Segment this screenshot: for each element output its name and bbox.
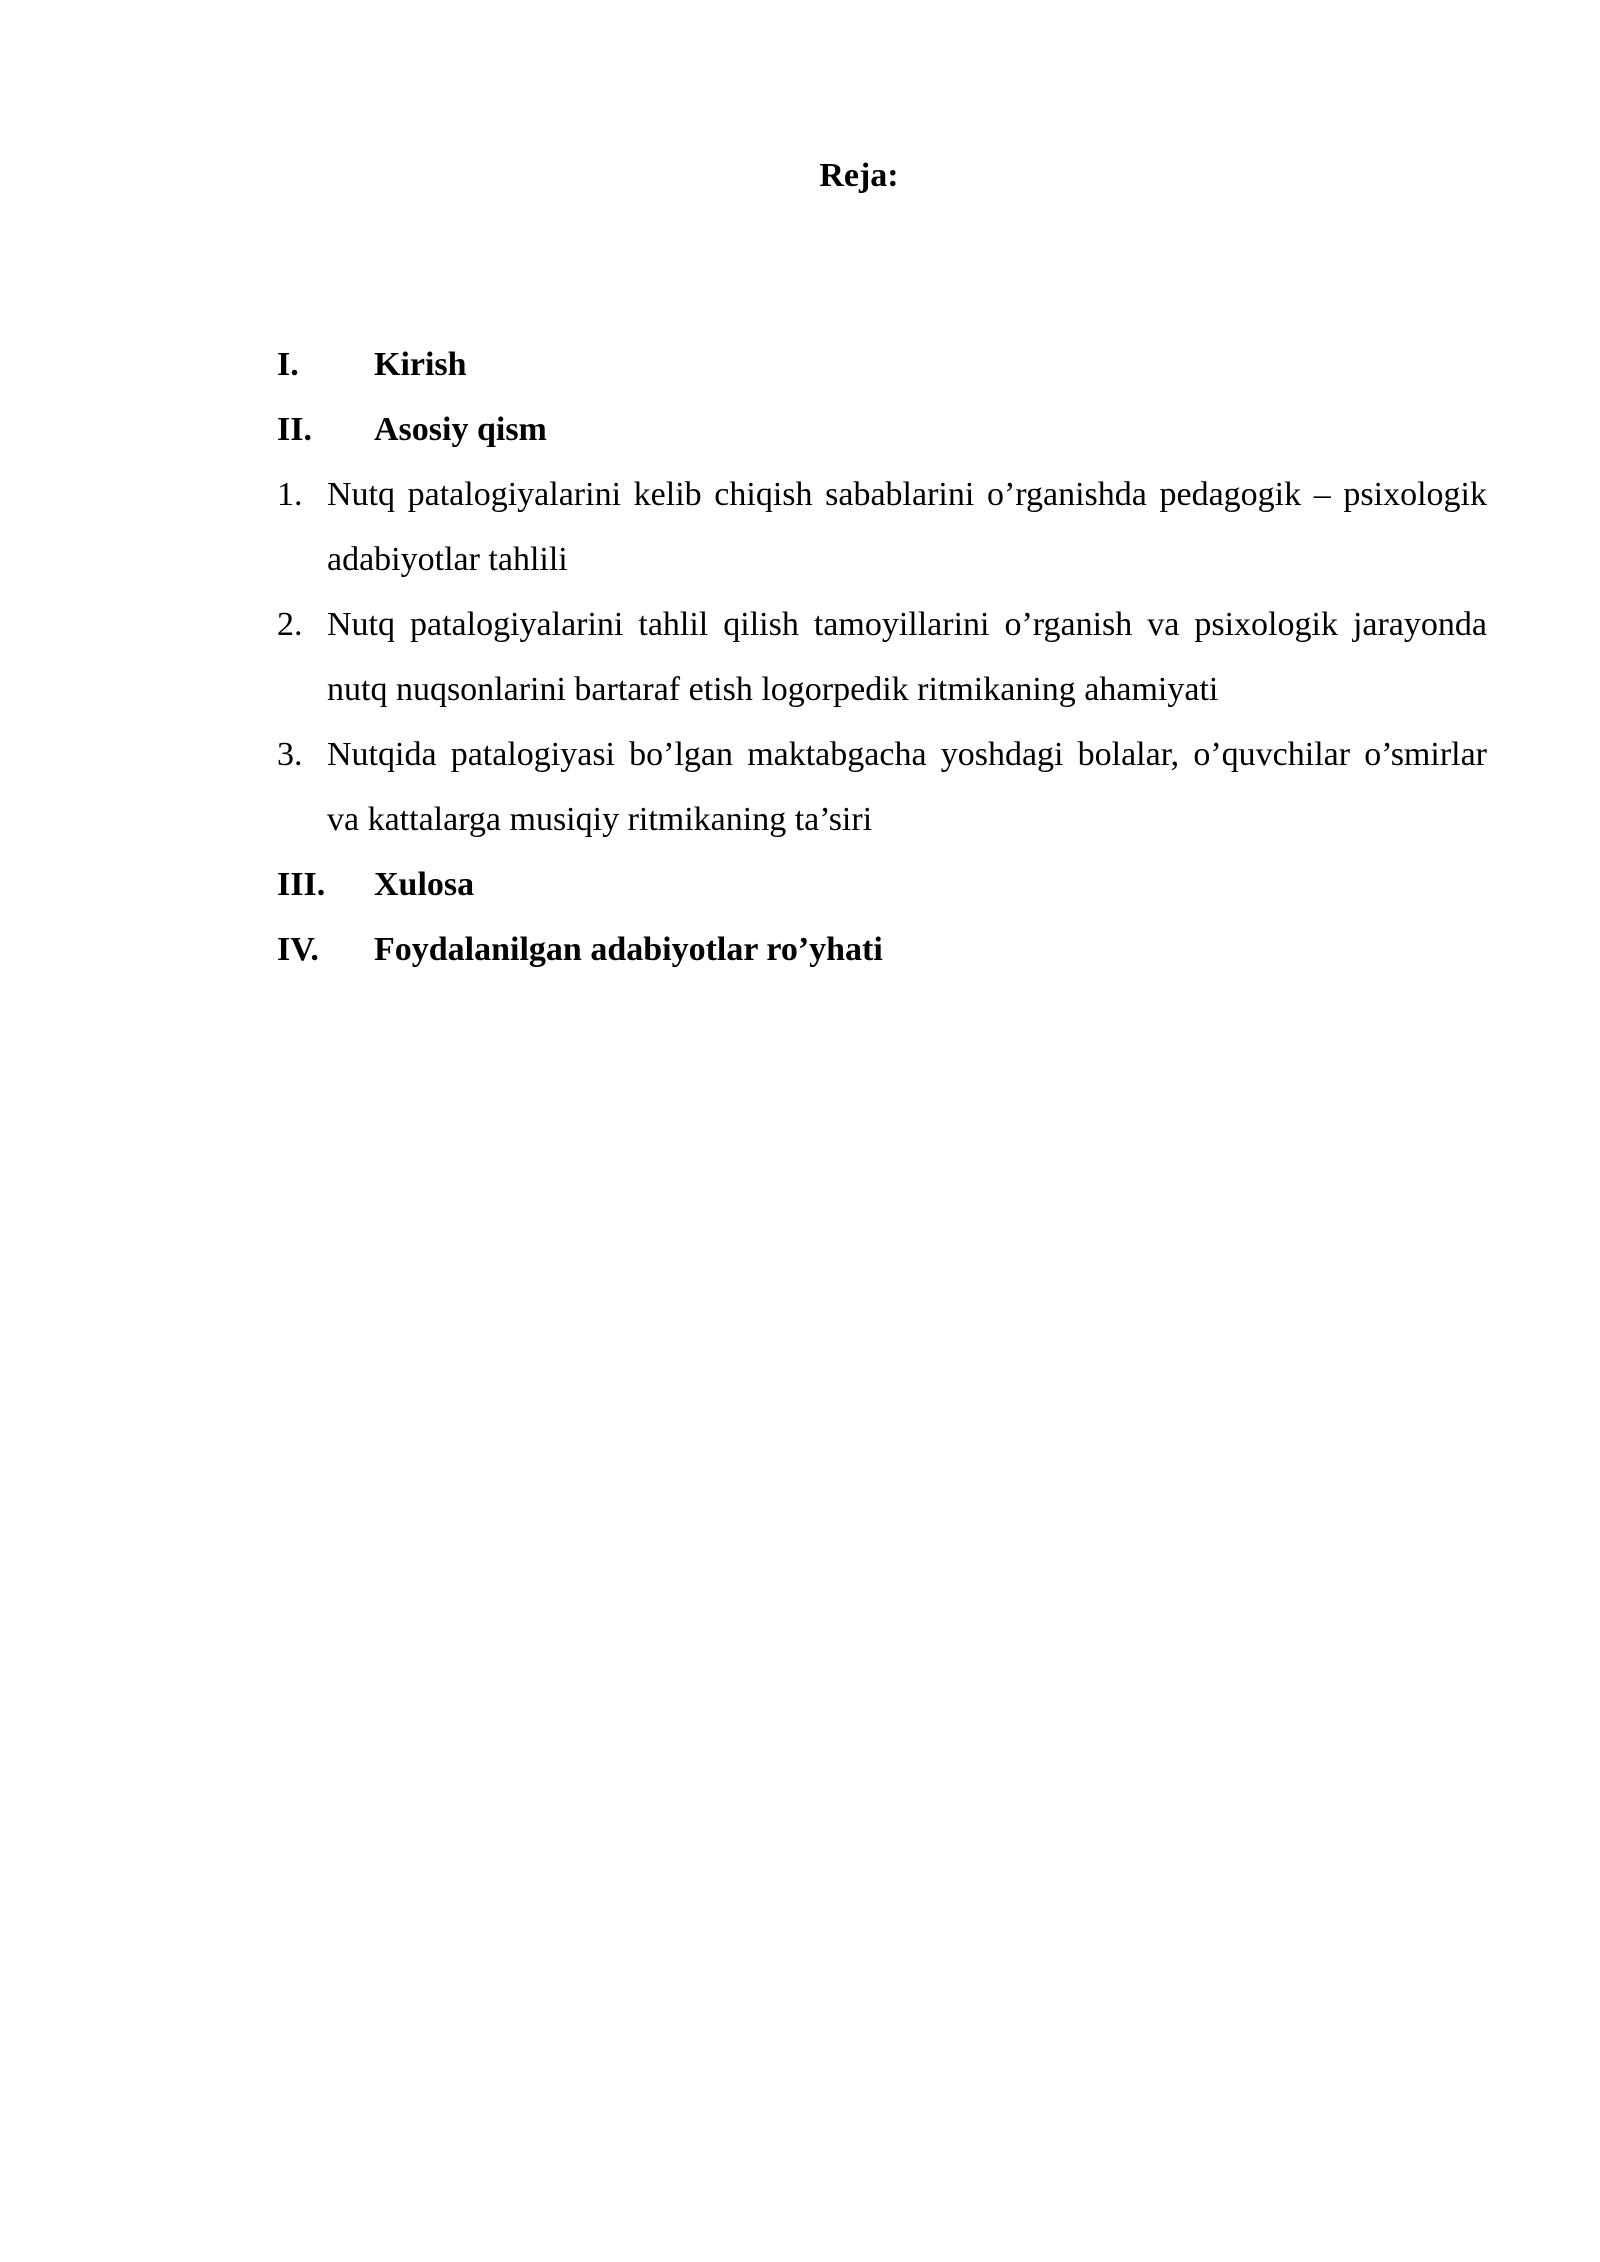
section-introduction	[277, 332, 1487, 397]
subitem-3	[277, 722, 1487, 852]
section-references	[277, 917, 1487, 982]
subitem-number: 1.	[277, 476, 303, 513]
section-number: III.	[277, 866, 326, 903]
subitem-2	[277, 592, 1487, 722]
section-number: I.	[277, 346, 299, 383]
section-number: II.	[277, 411, 312, 448]
subitem-1	[277, 462, 1487, 592]
subitem-number: 2.	[277, 606, 303, 643]
section-label: Asosiy qism	[374, 411, 547, 448]
section-number: IV.	[277, 931, 319, 968]
page-title: Reja:	[819, 157, 899, 194]
subitem-text: Nutqida patalogiyasi bo’lgan maktabgacha yoshdagi bolalar, o’quvchilar o’smirlar va kattalarga musiqiy ritmikaning ta’siri	[327, 736, 1487, 838]
subitem-number: 3.	[277, 736, 303, 773]
plan-outline	[277, 332, 1487, 982]
section-label: Xulosa	[374, 866, 475, 903]
subitem-text: Nutq patalogiyalarini kelib chiqish sabablarini o’rganishda pedagogik – psixologik adabiyotlar tahlili	[327, 476, 1487, 578]
section-label: Foydalanilgan adabiyotlar ro’yhati	[374, 931, 883, 968]
subitem-text: Nutq patalogiyalarini tahlil qilish tamoyillarini o’rganish va psixologik jarayonda nutq nuqsonlarini bartaraf etish logorpedik ritmikaning ahamiyati	[327, 606, 1487, 708]
section-main-part	[277, 397, 1487, 462]
section-label: Kirish	[374, 346, 467, 383]
section-conclusion	[277, 852, 1487, 917]
